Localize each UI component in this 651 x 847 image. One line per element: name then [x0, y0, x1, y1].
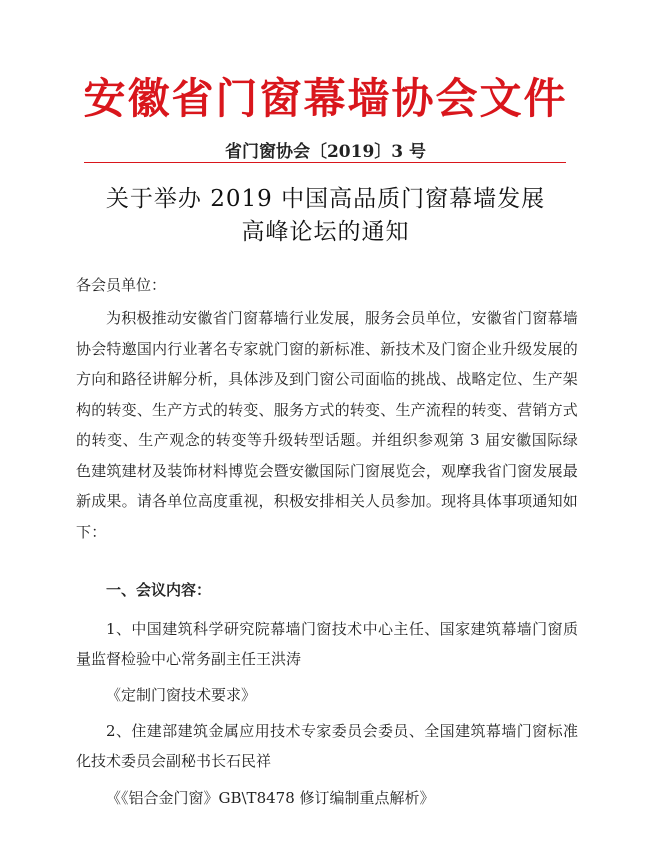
- org-file-header: 安徽省门窗幕墙协会文件: [83, 74, 568, 123]
- agenda-item-speaker: 2、住建部建筑金属应用技术专家委员会委员、全国建筑幕墙门窗标准化技术委员会副秘书长石民祥: [76, 722, 578, 770]
- notice-title-line-2: 高峰论坛的通知: [241, 219, 410, 245]
- agenda-item-topic: 《《铝合金门窗》GB\T8478 修订编制重点解析》: [106, 789, 435, 807]
- agenda-item-topic: 《定制门窗技术要求》: [106, 686, 257, 704]
- intro-paragraph: 为积极推动安徽省门窗幕墙行业发展，服务会员单位，安徽省门窗幕墙协会特邀国内行业著名专家就门窗的新标准、新技术及门窗企业升级发展的方向和路径讲解分析，具体涉及到门窗公司面临的挑战、战略定位、生产架构的转变、生产方式的转变、服务方式的转变、生产流程的转变、营销方式的转变、生产观念的转变等升级转型话题。并组织参观第 3 届安徽国际绿色建筑建材及装饰材料博览会暨安徽国际门窗展览会，观摩我省门窗发展最新成果。请各单位高度重视，积极安排相关人员参加。现将具体事项通知如下：: [76, 309, 578, 541]
- section-heading-meeting-content: 一、会议内容：: [106, 581, 212, 599]
- red-divider-line: [84, 162, 566, 163]
- salutation: 各会员单位：: [76, 276, 167, 294]
- notice-title-line-1: 关于举办 2019 中国高品质门窗幕墙发展: [105, 186, 546, 212]
- document-number: 省门窗协会〔2019〕3 号: [224, 142, 427, 162]
- agenda-item-speaker: 1、中国建筑科学研究院幕墙门窗技术中心主任、国家建筑幕墙门窗质量监督检验中心常务副主任王洪涛: [76, 620, 578, 668]
